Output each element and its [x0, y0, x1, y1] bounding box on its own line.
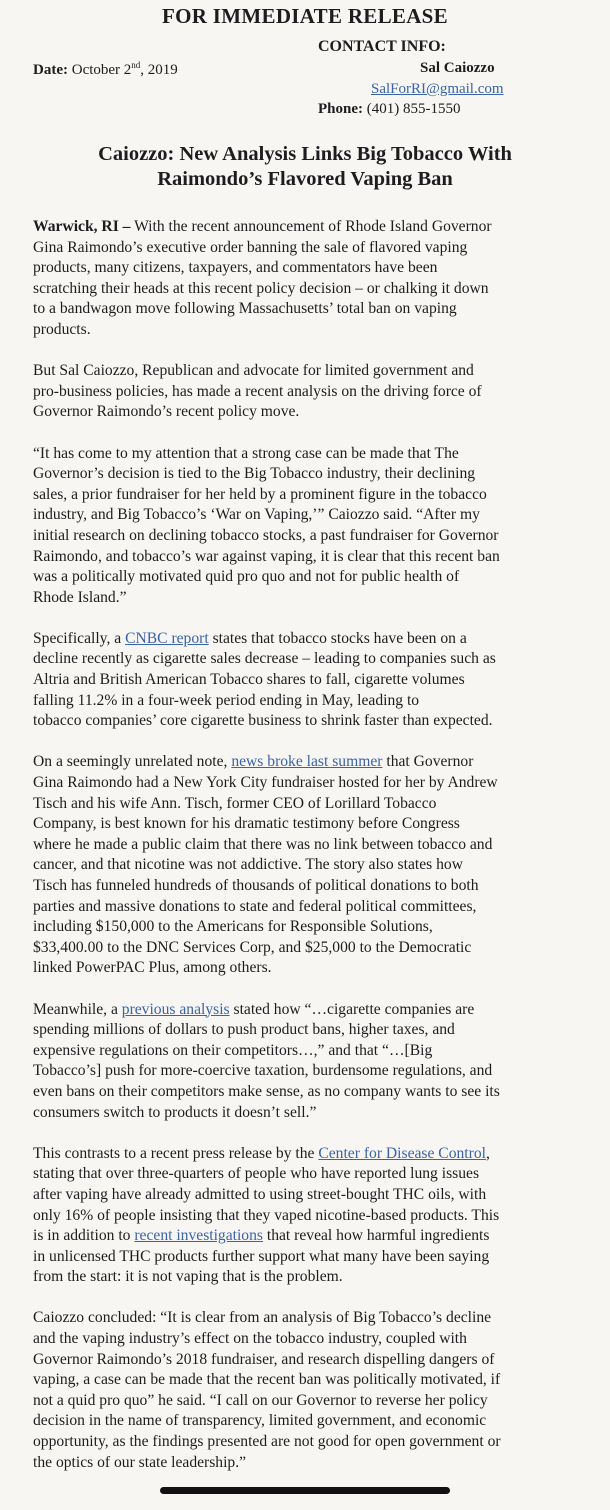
text-line: spending millions of dollars to push product bans, higher taxes, and [33, 1021, 455, 1039]
text-line: Caiozzo concluded: “It is clear from an analysis of Big Tobacco’s decline [33, 1309, 492, 1327]
text-line: Governor’s decision is tied to the Big Tobacco industry, their declining [33, 465, 476, 483]
text-line [33, 217, 573, 238]
news-broke-link[interactable]: news broke last summer [231, 753, 383, 771]
text-line: Company, is best known for his dramatic testimony before Congress [33, 815, 460, 833]
release-title: FOR IMMEDIATE RELEASE [162, 4, 448, 28]
text-line: products. [33, 320, 91, 338]
paragraph-conclusion [33, 1308, 573, 1473]
release-date [33, 60, 178, 79]
release-body [33, 217, 573, 1494]
text-span: On a seemingly unrelated note, [33, 753, 232, 771]
contact-name: Sal Caiozzo [420, 60, 495, 76]
text-line: was a politically motivated quid pro quo and not for public health of [33, 568, 460, 586]
text-span: states that tobacco stocks have been on a [208, 629, 467, 647]
phone-value: (401) 855-1550 [366, 101, 461, 117]
text-line: pro-business policies, has made a recent analysis on the driving force of [33, 382, 482, 400]
text-span: is in addition to [33, 1227, 135, 1245]
text-span: , [485, 1144, 490, 1162]
contact-heading: CONTACT INFO: [318, 38, 446, 55]
text-line [33, 1226, 573, 1247]
headline-line: Raimondo’s Flavored Vaping Ban [157, 168, 453, 190]
date-year: , 2019 [140, 62, 178, 78]
text-line: cancer, and that nicotine was not addictive. The story also states how [33, 856, 463, 874]
paragraph-analysis [33, 361, 573, 423]
text-line: stating that over three-quarters of people who have reported lung issues [33, 1165, 480, 1183]
paragraph-intro [33, 217, 573, 341]
text-line: and the vaping industry’s effect on the tobacco industry, coupled with [33, 1330, 467, 1348]
paragraph-previous-analysis [33, 1000, 573, 1124]
text-line [33, 1144, 573, 1165]
text-line: opportunity, as the findings presented are not good for open government or [33, 1433, 501, 1451]
headline-line: Caiozzo: New Analysis Links Big Tobacco With [98, 143, 512, 165]
text-line: Governor Raimondo’s recent policy move. [33, 403, 300, 421]
text-line: tobacco companies’ core cigarette business to shrink faster than expected. [33, 712, 493, 730]
contact-phone [318, 101, 461, 118]
date-label: Date: [33, 62, 68, 78]
text-span: Specifically, a [33, 629, 126, 647]
text-line [33, 629, 573, 650]
text-line: Rhode Island.” [33, 588, 127, 606]
cnbc-report-link[interactable]: CNBC report [125, 629, 209, 647]
text-line [33, 752, 573, 773]
text-line: Altria and British American Tobacco shares to fall, cigarette volumes [33, 671, 465, 689]
text-line: after vaping have already admitted to using street-bought THC oils, with [33, 1185, 487, 1203]
text-line: scratching their heads at this recent policy decision – or chalking it down [33, 279, 489, 297]
text-line: in unlicensed THC products further support what many have been saying [33, 1247, 490, 1265]
text-line: including $150,000 to the Americans for Responsible Solutions, [33, 918, 433, 936]
text-line: the optics of our state leadership.” [33, 1453, 247, 1471]
text-span: that reveal how harmful ingredients [262, 1227, 490, 1245]
previous-analysis-link[interactable]: previous analysis [121, 1000, 230, 1018]
text-span: that Governor [382, 753, 474, 771]
text-span: This contrasts to a recent press release by the [33, 1144, 319, 1162]
text-line: vaping, a case can be made that the recent ban was politically motivated, if [33, 1371, 501, 1389]
paragraph-cdc [33, 1144, 573, 1288]
text-line: expensive regulations on their competitors…,” and that “…[Big [33, 1041, 433, 1059]
text-span: With the recent announcement of Rhode Island Governor [134, 218, 492, 235]
text-line: decision in the name of transparency, limited government, and economic [33, 1412, 487, 1430]
text-line: Tisch has funneled hundreds of thousands of political donations to both [33, 877, 479, 894]
text-line: “It has come to my attention that a strong case can be made that The [33, 444, 459, 462]
text-line: even bans on their competitors make sense, as no company wants to see its [33, 1082, 500, 1100]
text-line: where he made a public claim that there was no link between tobacco and [33, 835, 493, 853]
text-line: Gina Raimondo’s executive order banning the sale of flavored vaping [33, 238, 468, 256]
text-span: stated how “…cigarette companies are [229, 1000, 475, 1018]
headline [0, 142, 610, 192]
text-line [33, 1000, 573, 1021]
paragraph-cnbc [33, 629, 573, 732]
text-line: $33,400.00 to the DNC Services Corp, and $25,000 to the Democratic [33, 938, 472, 956]
text-line: Governor Raimondo’s 2018 fundraiser, and research dispelling dangers of [33, 1350, 495, 1368]
date-value: October 2 [71, 62, 132, 78]
text-line: industry, and Big Tobacco’s ‘War on Vaping,’” Caiozzo said. “After my [33, 506, 480, 524]
text-line: falling 11.2% in a four-week period ending in May, leading to [33, 691, 420, 709]
dateline: Warwick, RI – [33, 218, 131, 235]
text-line: consumers switch to products it doesn’t sell.” [33, 1103, 317, 1121]
text-line: initial research on declining tobacco stocks, a past fundraiser for Governor [33, 526, 499, 544]
date-suffix: nd [131, 60, 141, 70]
phone-label: Phone: [318, 101, 363, 117]
text-line: But Sal Caiozzo, Republican and advocate for limited government and [33, 362, 474, 380]
text-line: Gina Raimondo had a New York City fundraiser hosted for her by Andrew [33, 774, 498, 792]
text-line: not a quid pro quo” he said. “I call on our Governor to reverse her policy [33, 1391, 488, 1409]
text-line: products, many citizens, taxpayers, and commentators have been [33, 259, 438, 277]
text-line: parties and massive donations to state and federal political committees, [33, 897, 477, 915]
text-line: to a bandwagon move following Massachusetts’ total ban on vaping [33, 300, 457, 318]
text-line: Tobacco’s] push for more-coercive taxation, burdensome regulations, and [33, 1062, 493, 1080]
paragraph-fundraiser [33, 752, 573, 979]
paragraph-quote [33, 444, 573, 609]
text-line: Tisch and his wife Ann. Tisch, former CEO of Lorillard Tobacco [33, 794, 437, 812]
text-line: Raimondo, and tobacco’s war against vaping, it is clear that this recent ban [33, 547, 500, 565]
cdc-link[interactable]: Center for Disease Control [318, 1144, 486, 1162]
contact-email-link[interactable]: SalForRI@gmail.com [371, 81, 504, 97]
text-line: sales, a prior fundraiser for her held by a prominent figure in the tobacco [33, 485, 487, 503]
text-line: only 16% of people insisting that they vaped nicotine-based products. This [33, 1206, 500, 1224]
recent-investigations-link[interactable]: recent investigations [134, 1227, 263, 1245]
home-indicator-bar[interactable] [160, 1487, 450, 1494]
text-line: decline recently as cigarette sales decrease – leading to companies such as [33, 650, 496, 668]
text-span: Meanwhile, a [33, 1000, 122, 1018]
text-line: linked PowerPAC Plus, among others. [33, 959, 272, 977]
text-line: from the start: it is not vaping that is the problem. [33, 1268, 343, 1286]
